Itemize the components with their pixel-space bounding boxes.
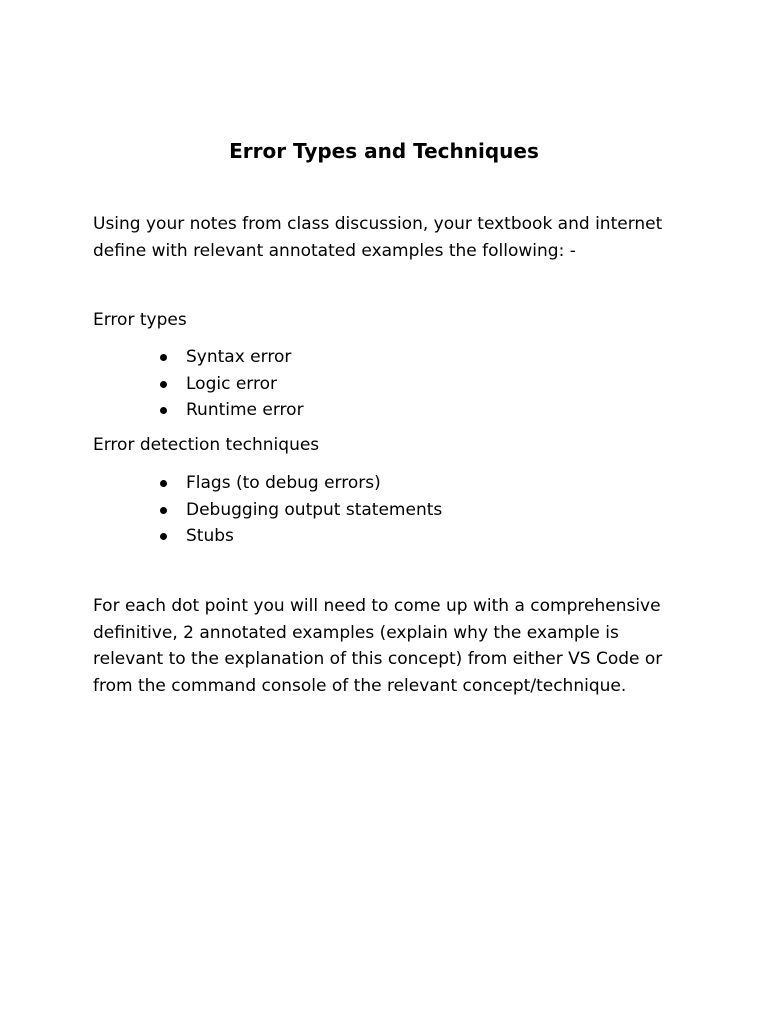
bullet-icon bbox=[160, 533, 167, 540]
list-item bbox=[160, 470, 442, 497]
error-types-list bbox=[160, 344, 304, 424]
list-item-label: Debugging output statements bbox=[186, 499, 443, 520]
document-title: Error Types and Techniques bbox=[229, 139, 539, 163]
intro-paragraph: Using your notes from class discussion, your textbook and internet define with relevant annotated examples the following: - bbox=[93, 214, 663, 261]
bullet-icon bbox=[160, 354, 167, 361]
error-types-heading: Error types bbox=[93, 310, 187, 330]
list-item bbox=[160, 344, 304, 371]
error-detection-heading: Error detection techniques bbox=[93, 435, 320, 455]
list-item bbox=[160, 523, 442, 550]
list-item-label: Flags (to debug errors) bbox=[186, 473, 381, 493]
error-detection-list bbox=[160, 470, 442, 550]
bullet-icon bbox=[160, 381, 167, 388]
list-item-label: Logic error bbox=[186, 373, 277, 394]
bullet-icon bbox=[160, 407, 167, 414]
list-item-label: Runtime error bbox=[186, 400, 304, 420]
instructions-paragraph: For each dot point you will need to come up with a comprehensive definitive, 2 annotated examples (explain why the example is relevant to the explanation of this concept) from either VS Code or from the command console of the relevant concept/technique. bbox=[93, 596, 663, 696]
bullet-icon bbox=[160, 507, 167, 514]
list-item bbox=[160, 497, 442, 524]
list-item-label: Stubs bbox=[186, 526, 234, 546]
list-item-label: Syntax error bbox=[186, 347, 292, 367]
list-item bbox=[160, 371, 304, 398]
bullet-icon bbox=[160, 480, 167, 487]
list-item bbox=[160, 397, 304, 424]
